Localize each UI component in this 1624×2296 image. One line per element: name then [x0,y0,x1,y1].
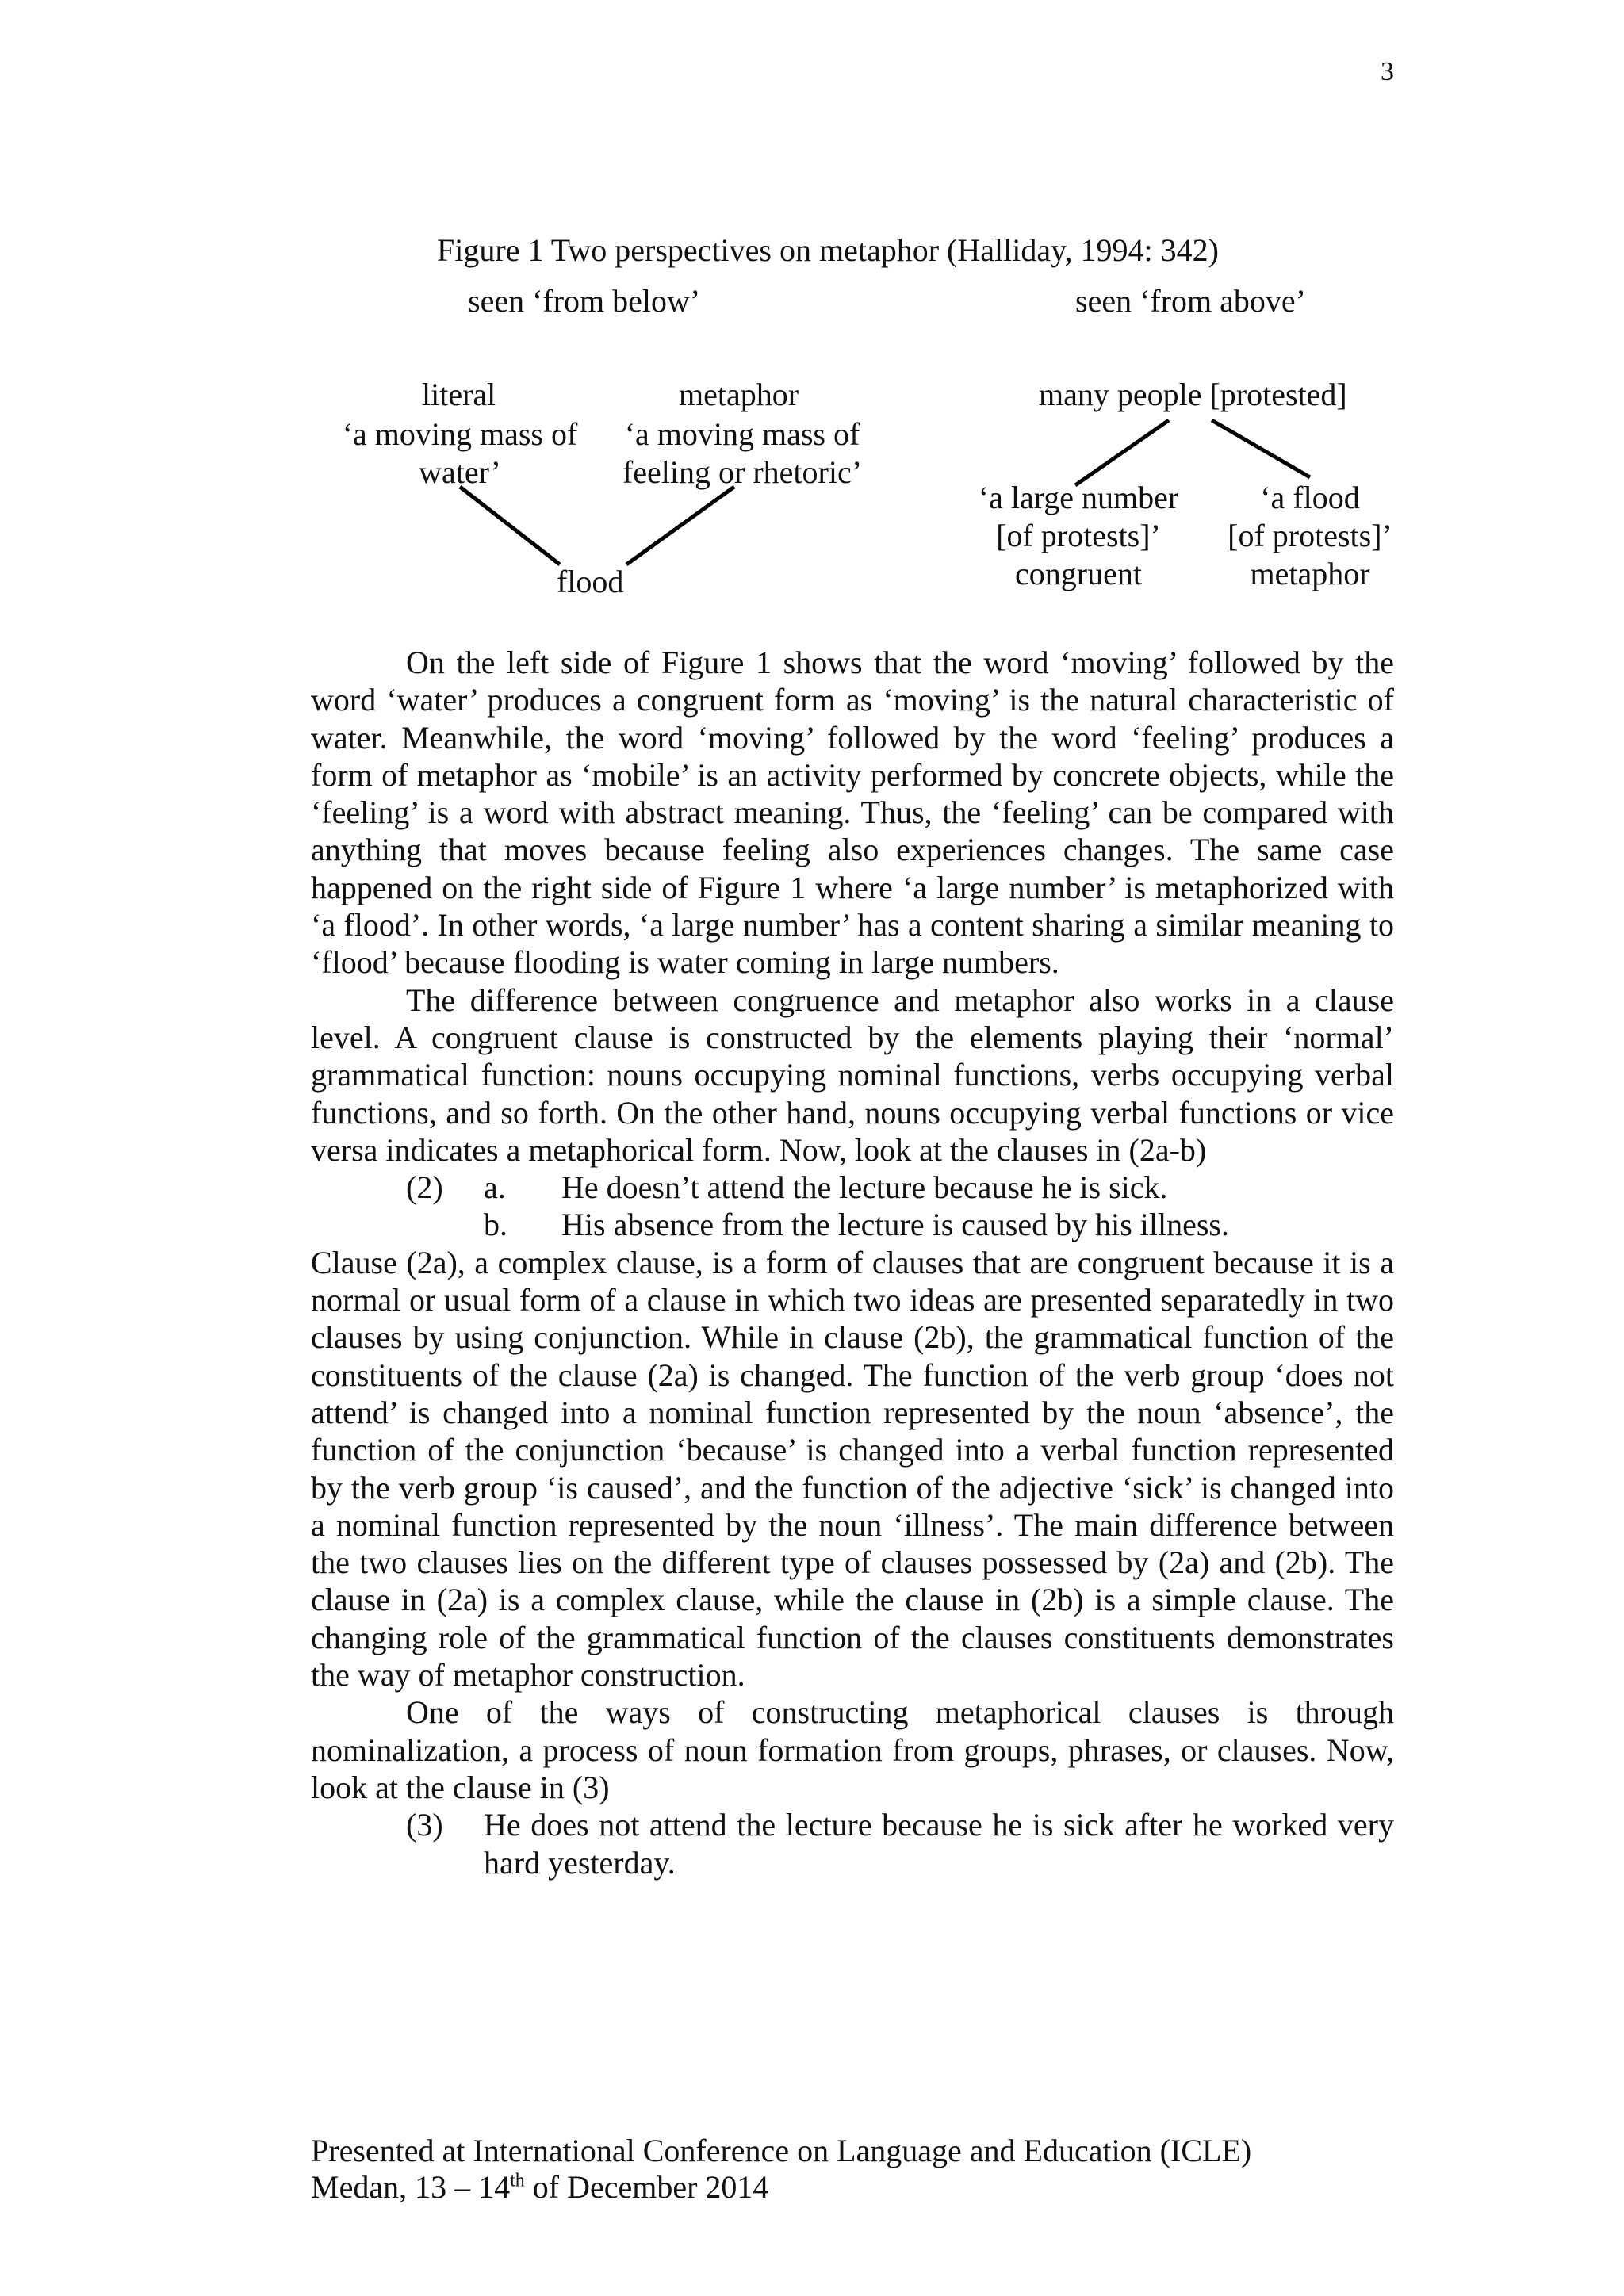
literal-gloss [339,415,580,492]
flood-gloss-line-2: [of protests]’ [1228,518,1392,553]
figure-title: Figure 1 Two perspectives on metaphor (Halliday, 1994: 342) [437,232,1219,268]
metaphor-gloss-line-1: ‘a moving mass of [624,416,860,452]
heading-from-above: seen ‘from above’ [1075,283,1306,319]
label-metaphor-right: metaphor [1250,556,1370,591]
word-flood: flood [557,564,624,599]
congruent-gloss-line-2: [of protests]’ [996,518,1161,553]
example-3-number: (3) [406,1807,443,1843]
example-3-text: He does not attend the lecture because he is sick after he worked very hard yesterday. [484,1807,1394,1881]
example-2b-text: His absence from the lecture is caused by his illness. [561,1207,1229,1243]
congruent-gloss [959,479,1197,593]
footer-line-2-pre: Medan, 13 – 14 [311,2169,511,2205]
flood-gloss [1215,479,1405,593]
paragraph-2: The difference between congruence and metaphor also works in a clause level. A congruent clause is constructed by the elements playing their ‘normal’ grammatical function: nouns occupying nominal functions, verbs occupying verbal functions, and so forth. On the other hand, nouns occupying verbal functions or vice versa indicates a metaphorical form. Now, look at the clauses in (2a-b) [311,982,1394,1168]
metaphor-gloss [615,415,869,492]
metaphor-gloss-line-2: feeling or rhetoric’ [622,454,863,490]
example-2a-letter: a. [484,1169,506,1206]
label-metaphor-left: metaphor [679,377,799,412]
many-people-protested: many people [protested] [1039,377,1347,412]
page-number: 3 [1381,57,1394,86]
example-3 [311,1806,1394,1881]
literal-gloss-line-1: ‘a moving mass of [342,416,578,452]
line-rhetoric-to-flood [626,487,734,564]
paragraph-3: Clause (2a), a complex clause, is a form of clauses that are congruent because it is a normal or usual form of a clause in which two ideas are presented separatedly in two clauses by using conjunction. While in clause (2b), the grammatical function of the constituents of the clause (2a) is changed. The function of the verb group ‘does not attend’ is changed into a nominal function represented by the noun ‘absence’, the function of the conjunction ‘because’ is changed into a verbal function represented by the verb group ‘is caused’, and the function of the adjective ‘sick’ is changed into a nominal function represented by the noun ‘illness’. The main difference between the two clauses lies on the different type of clauses possessed by (2a) and (2b). The clause in (2a) is a complex clause, while the clause in (2b) is a simple clause. The changing role of the grammatical function of the clauses constituents demonstrates the way of metaphor construction. [311,1244,1394,1693]
label-congruent: congruent [1015,556,1142,591]
example-2b-letter: b. [484,1207,508,1243]
flood-gloss-line-1: ‘a flood [1260,480,1360,515]
footer-line-2 [311,2169,1251,2206]
line-water-to-flood [460,487,560,564]
line-people-to-flood [1212,420,1310,477]
example-2a [311,1169,1394,1206]
paragraph-1: On the left side of Figure 1 shows that the word ‘moving’ followed by the word ‘water’ produces a congruent form as ‘moving’ is the natural characteristic of water. Meanwhile, the word ‘moving’ followed by the word ‘feeling’ produces a form of metaphor as ‘mobile’ is an activity performed by concrete objects, while the ‘feeling’ is a word with abstract meaning. Thus, the ‘feeling’ can be compared with anything that moves because feeling also experiences changes. The same case happened on the right side of Figure 1 where ‘a large number’ is metaphorized with ‘a flood’. In other words, ‘a large number’ has a content sharing a similar meaning to ‘flood’ because flooding is water coming in large numbers. [311,645,1394,981]
footer-line-2-post: of December 2014 [524,2169,769,2205]
example-2-number: (2) [406,1169,443,1206]
footer-line-1: Presented at International Conference on Language and Education (ICLE) [311,2133,1252,2168]
body-text [311,644,1394,1881]
footer-sup: th [510,2170,525,2191]
literal-gloss-line-2: water’ [419,454,501,490]
example-2b [311,1206,1394,1243]
example-2a-text: He doesn’t attend the lecture because he is sick. [561,1169,1168,1206]
footer [311,2133,1251,2206]
congruent-gloss-line-1: ‘a large number [978,480,1179,515]
label-literal: literal [422,377,496,412]
heading-from-below: seen ‘from below’ [468,283,701,319]
paragraph-4: One of the ways of constructing metaphorical clauses is through nominalization, a process of noun formation from groups, phrases, or clauses. Now, look at the clause in (3) [311,1694,1394,1805]
line-people-to-large-number [1075,420,1169,485]
